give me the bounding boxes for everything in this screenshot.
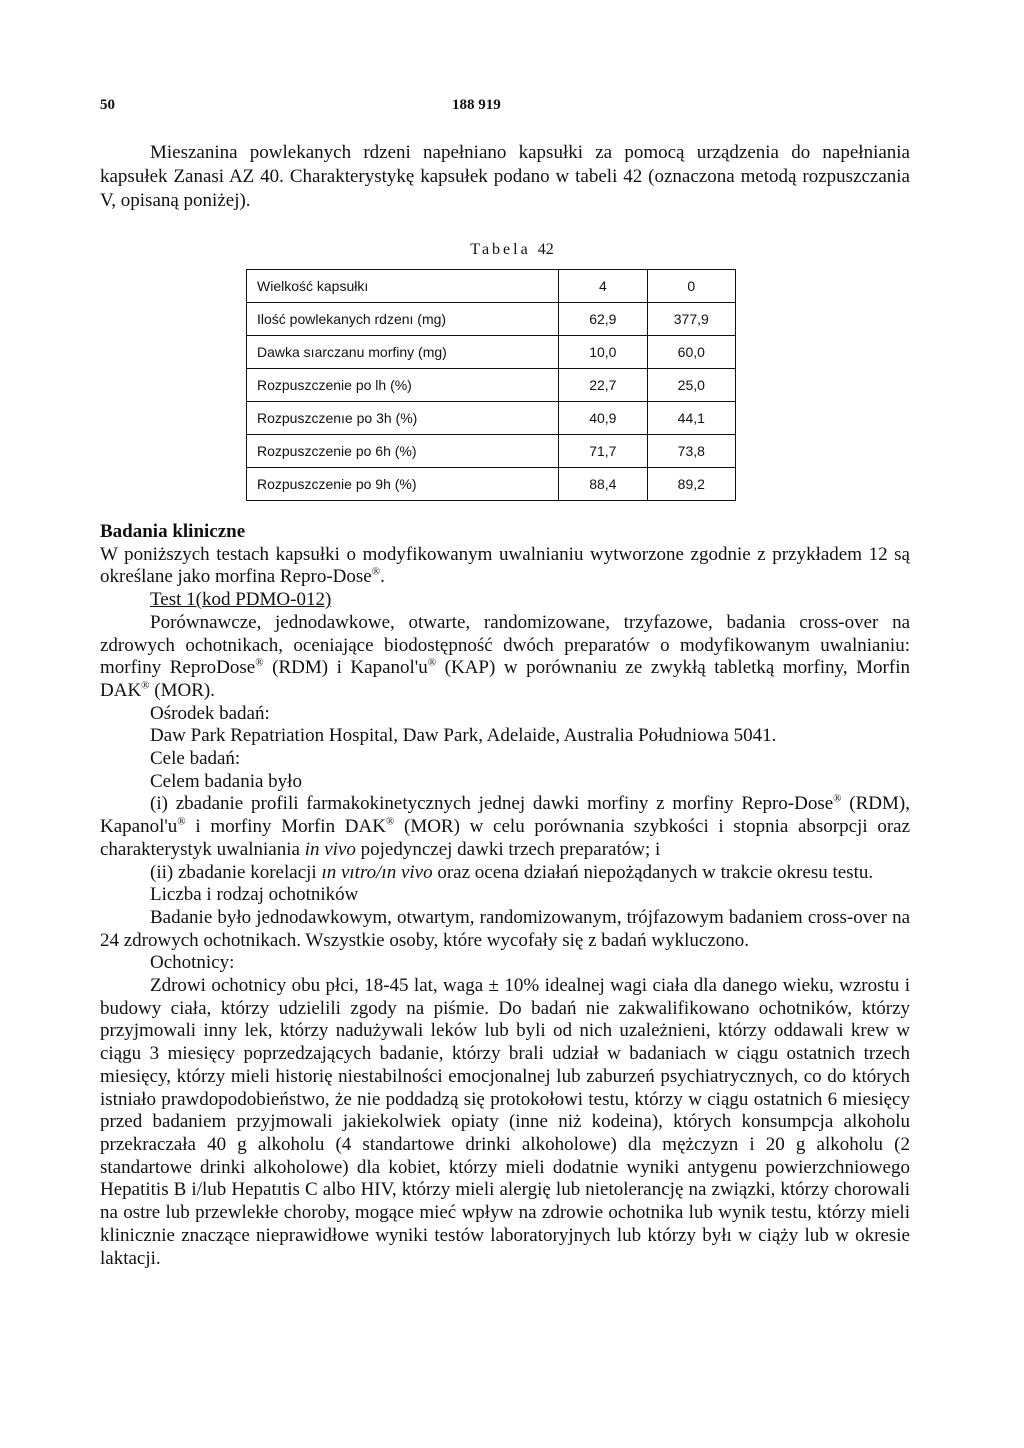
- page-number: 50: [100, 97, 115, 113]
- test-title: Test 1(kod PDMO-012): [150, 589, 332, 611]
- row-value-1: 4: [559, 270, 647, 303]
- paragraph-study-description: [100, 612, 910, 703]
- row-value-1: 71,7: [559, 435, 647, 468]
- aim-2: [100, 862, 910, 885]
- aim-1: [100, 793, 910, 861]
- row-value-2: 25,0: [647, 369, 735, 402]
- table-caption-word: Tabela: [470, 241, 531, 258]
- text-run: Porównawcze, jednodawkowe, otwarte, randomizowane, trzyfazowe, badania cross-over na zdrowych ochotnikach, oceniające biodostępność dwóch preparatów o modyfikowanym uwalnianiu: morfiny ReproDose: [100, 611, 910, 679]
- capsule-table: [246, 269, 736, 501]
- italic-text: ın vıtro/ın vivo: [321, 861, 433, 883]
- italic-text: in vivo: [304, 838, 356, 860]
- text-run: i morfiny Morfin DAK: [185, 816, 386, 838]
- table-row: [247, 336, 736, 369]
- registered-mark: ®: [427, 656, 437, 669]
- row-label: Rozpuszczenıe po 3h (%): [247, 402, 559, 435]
- row-value-1: 62,9: [559, 303, 647, 336]
- registered-mark: ®: [141, 679, 150, 692]
- table-row: [247, 468, 736, 501]
- volunteers-label: Ochotnicy:: [150, 952, 235, 974]
- text-run: (RDM), Kapanol'u: [100, 793, 910, 838]
- row-value-2: 89,2: [647, 468, 735, 501]
- registered-mark: ®: [385, 815, 395, 828]
- registered-mark: ®: [177, 815, 186, 828]
- text-run: (MOR) w celu porównania szybkości i stopnia absorpcji oraz charakterystyk uwalniania: [100, 816, 911, 860]
- volunteers-count-text: Badanie było jednodawkowym, otwartym, randomizowanym, trójfazowym badaniem cross-over na 24 zdrowych ochotnikach. Wszystkie osoby, które wycofały się z badań wykluczono.: [100, 906, 910, 951]
- row-value-1: 88,4: [559, 468, 647, 501]
- row-label: Wielkość kapsułkı: [247, 270, 559, 303]
- registered-mark: ®: [833, 793, 842, 806]
- row-label: Rozpuszczenie po 6h (%): [247, 435, 559, 468]
- row-label: Rozpuszczenie po lh (%): [247, 369, 559, 402]
- registered-mark: ®: [371, 566, 381, 579]
- table-row: [247, 435, 736, 468]
- row-value-2: 73,8: [647, 435, 735, 468]
- site-label: Ośrodek badań:: [150, 702, 270, 724]
- row-value-1: 22,7: [559, 369, 647, 402]
- text-run: W poniższych testach kapsułki o modyfikowanym uwalnianiu wytworzone zgodnie z przykładem 12 są określane jako morfina Repro-Dose: [100, 543, 910, 588]
- text-run: oraz ocena działań niepożądanych w trakcie okresu testu.: [432, 861, 874, 883]
- row-value-1: 40,9: [559, 402, 647, 435]
- table-row: [247, 402, 736, 435]
- text-run: (RDM) i Kapanol'u: [263, 657, 428, 679]
- intro-paragraph: Mieszanina powlekanych rdzeni napełniano kapsułki za pomocą urządzenia do napełniania kapsułek Zanasi AZ 40. Charakterystykę kapsułek podano w tabeli 42 (oznaczona metodą rozpuszczania V, opisaną poniżej).: [100, 142, 910, 211]
- aims-intro: Celem badania było: [150, 770, 302, 792]
- text-run: (MOR).: [149, 679, 215, 701]
- text-run: .: [380, 566, 385, 588]
- table-caption-number: 42: [537, 241, 554, 258]
- clinical-section: [100, 521, 910, 1270]
- row-value-2: 44,1: [647, 402, 735, 435]
- row-label: Rozpuszczenie po 9h (%): [247, 468, 559, 501]
- paragraph-intro: [100, 544, 910, 589]
- row-value-1: 10,0: [559, 336, 647, 369]
- table-caption: [0, 241, 1024, 259]
- table-row: [247, 303, 736, 336]
- table-row: [247, 270, 736, 303]
- patent-number: 188 919: [452, 97, 501, 113]
- row-label: Dawka sıarczanu morfiny (mg): [247, 336, 559, 369]
- text-run: pojedynczej dawki trzech preparatów; i: [355, 838, 661, 860]
- volunteers-count-label: Liczba i rodzaj ochotników: [150, 884, 359, 906]
- text-run: (ii) zbadanie korelacji: [150, 861, 322, 883]
- text-run: (i) zbadanie profili farmakokinetycznych jednej dawki morfiny z morfiny Repro-Dose: [150, 793, 834, 815]
- row-label: Ilość powlekanych rdzenı (mg): [247, 303, 559, 336]
- row-value-2: 0: [647, 270, 735, 303]
- volunteers-text: Zdrowi ochotnicy obu płci, 18-45 lat, waga ± 10% idealnej wagi ciała dla danego wieku, wzrostu i budowy ciała, którzy udzielili zgody na piśmie. Do badań nie zakwalifikowano ochotników, którzy przyjmowali inny lek, którzy nadużywali leków lub byli od nich uzależnieni, którzy oddawali krew w ciągu 3 miesięcy poprzedzających badanie, którzy brali udział w badaniach w ciągu ostatnich trzech miesięcy, którzy mieli historię niestabilności emocjonalnej lub zaburzeń psychiatrycznych, co do których istniało prawdopodobieństwo, że nie poddadzą się protokołowi testu, którzy w ciągu ostatnich 6 miesięcy przed badaniem przyjmowali jakiekolwiek opiaty (inne niż kodeina), których konsumpcja alkoholu przekraczała 40 g alkoholu (4 standartowe drinki alkoholowe) dla mężczyzn i 20 g alkoholu (2 standartowe drinki alkoholowe) dla kobiet, którzy mieli dodatnie wyniki antygenu powierzchniowego Hepatitis B i/lub Hepatıtis C albo HIV, którzy mieli alergię lub nietolerancję na związki, którzy chorowali na ostre lub przewlekłe choroby, mogące mieć wpływ na zdrowie ochotnika lub wynik testu, którzy mieli klinicznie znaczące nieprawidłowe wyniki testów laboratoryjnych lub którzy byłı w ciąży lub w okresie laktacji.: [100, 975, 910, 1269]
- text-run: (KAP) w porównaniu ze zwykłą tabletką morfiny, Morfin DAK: [100, 657, 910, 701]
- section-heading: Badania kliniczne: [100, 521, 246, 542]
- aims-label: Cele badań:: [150, 748, 241, 770]
- row-value-2: 60,0: [647, 336, 735, 369]
- row-value-2: 377,9: [647, 303, 735, 336]
- table-row: [247, 369, 736, 402]
- registered-mark: ®: [255, 656, 264, 669]
- site-text: Daw Park Repatriation Hospital, Daw Park, Adelaide, Australia Południowa 5041.: [150, 725, 777, 747]
